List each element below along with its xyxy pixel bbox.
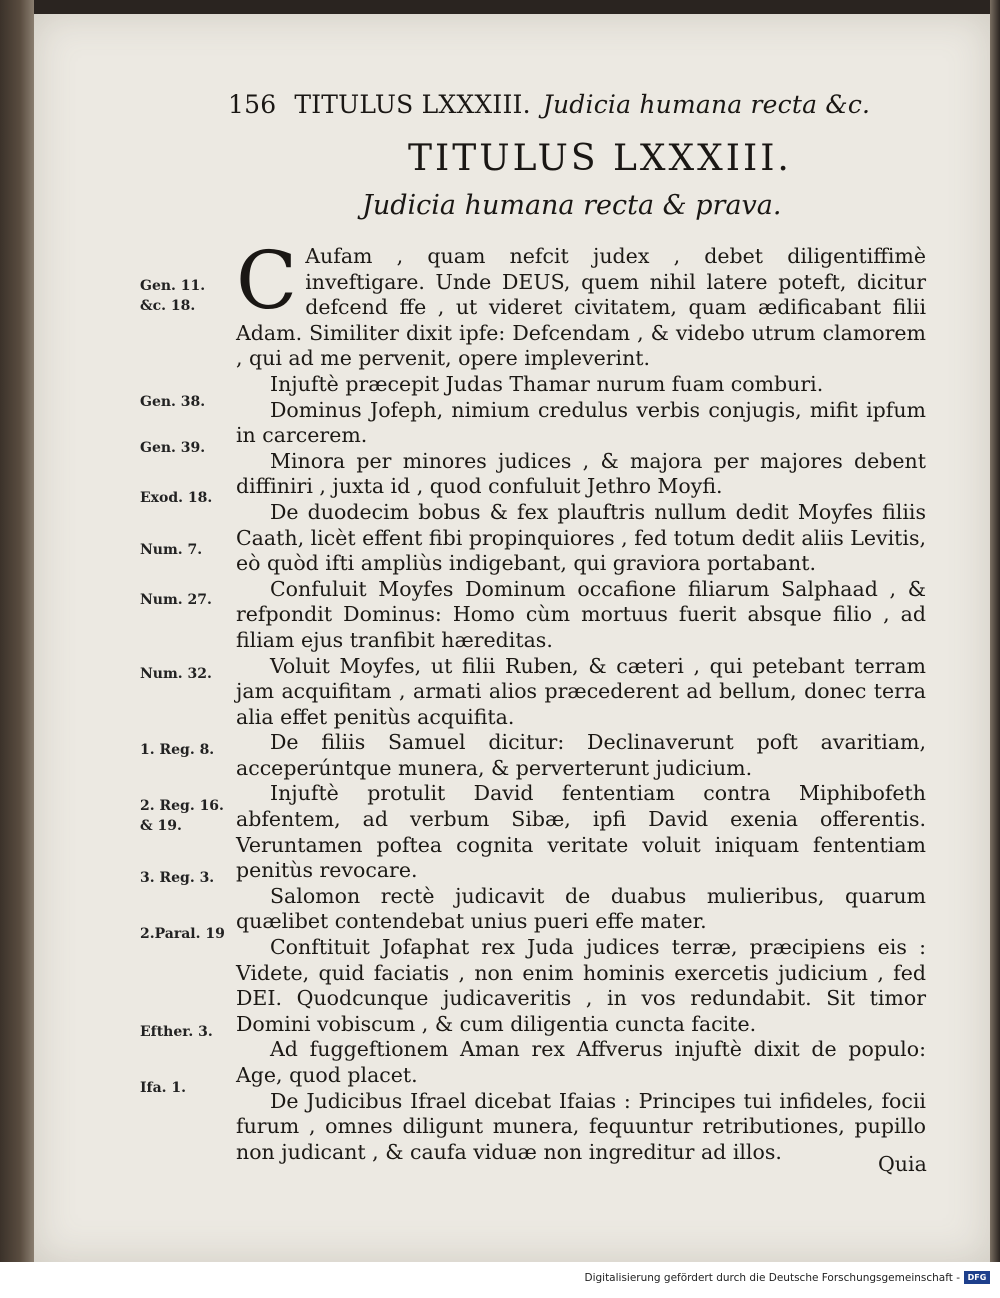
paragraph-1: C Aufam , quam nefcit judex , debet diligentiffimè inveftigare. Unde DEUS, quem nihil latere poteft, dicitur defcend ffe , ut videret civitatem, quam ædificabant filii Adam. Similiter dixit ipfe: Defcendam , & videbo utrum clamorem , qui ad me pervenit, opere impleverint. xyxy=(236,234,926,371)
sidenote-8: 1. Reg. 8. xyxy=(140,742,215,758)
paragraph-4: Minora per minores judices , & majora per majores debent diffiniri , juxta id , quod confuluit Jethro Moyfi. xyxy=(236,448,926,499)
paragraph-6: Confuluit Moyfes Dominum occafione filiarum Salphaad , & refpondit Dominus: Homo cùm mortuus fuerit absque filio , ad filiam ejus tranfibit hæreditas. xyxy=(236,576,926,652)
paragraph-10: Salomon rectè judicavit de duabus mulieribus, quarum quælibet contendebat unius pueri effe mater. xyxy=(236,883,926,934)
dfg-logo[interactable]: DFG xyxy=(964,1271,990,1284)
body-text xyxy=(236,234,926,1165)
catchword: Quia xyxy=(878,1152,927,1176)
running-head-subtitle: Judicia humana recta &c. xyxy=(542,90,871,119)
sidenote-1: Gen. 11. &c. 18. xyxy=(140,278,206,314)
chapter-title: TITULUS LXXXIII. xyxy=(408,138,792,179)
sidenote-7: Num. 32. xyxy=(140,666,212,682)
running-head xyxy=(228,90,878,119)
sidenote-10: 3. Reg. 3. xyxy=(140,870,215,886)
sidenote-2: Gen. 38. xyxy=(140,394,206,410)
chapter-subtitle: Judicia humana recta & prava. xyxy=(362,190,782,221)
paragraph-2: Injuftè præcepit Judas Thamar nurum fuam comburi. xyxy=(270,371,824,396)
sidenote-6: Num. 27. xyxy=(140,592,212,608)
paragraph-7: Voluit Moyfes, ut filii Ruben, & cæteri , qui petebant terram jam acquifitam , armati alios præcederent ad bellum, donec terra alia effet penitùs acquifita. xyxy=(236,653,926,729)
sidenote-9: 2. Reg. 16. & 19. xyxy=(140,798,224,834)
sidenote-11: 2.Paral. 19 xyxy=(140,926,225,942)
paragraph-9: Injuftè protulit David fententiam contra Miphibofeth abfentem, ad verbum Sibæ, ipfi David exenia offerentis. Veruntamen poftea cognita veritate voluit iniquam fententiam penitùs revocare. xyxy=(236,781,926,883)
paragraph-3: Dominus Jofeph, nimium credulus verbis conjugis, mifit ipfum in carcerem. xyxy=(236,397,926,448)
sidenote-13: Ifa. 1. xyxy=(140,1080,187,1096)
book-edge-left xyxy=(0,0,34,1262)
sidenote-3: Gen. 39. xyxy=(140,440,206,456)
paragraph-8: De filiis Samuel dicitur: Declinaverunt poft avaritiam, acceperúntque munera, & perverterunt judicium. xyxy=(236,730,926,780)
sidenote-12: Efther. 3. xyxy=(140,1024,213,1040)
sidenote-4: Exod. 18. xyxy=(140,490,213,506)
running-head-title: TITULUS LXXXIII. xyxy=(294,90,531,119)
paragraph-13: De Judicibus Ifrael dicebat Ifaias : Principes tui infideles, focii furum , omnes diligunt munera, fequuntur retributiones, pupillo non judicant , & caufa viduæ non ingreditur ad illos. xyxy=(236,1088,926,1164)
paragraph-12: Ad fuggeftionem Aman rex Affverus injuftè dixit de populo: Age, quod placet. xyxy=(236,1037,926,1087)
page-number: 156 xyxy=(228,90,277,119)
drop-cap: C xyxy=(236,234,298,327)
book-edge-right xyxy=(990,0,1000,1262)
sidenote-5: Num. 7. xyxy=(140,542,203,558)
footer-bar xyxy=(0,1262,1000,1298)
paragraph-5: De duodecim bobus & fex plauftris nullum dedit Moyfes filiis Caath, licèt effent fibi propinquiores , fed totum dedit aliis Levitis, eò quòd ifti ampliùs indigebant, qui graviora portabant. xyxy=(236,499,926,576)
paragraph-11: Conftituit Jofaphat rex Juda judices terræ, præcipiens eis : Videte, quid faciatis , non enim hominis exercetis judicium , fed DEI. Quodcunque judicaveritis , in vos redundabit. Sit timor Domini vobiscum , & cum diligentia cuncta facite. xyxy=(236,935,926,1036)
footer-credit: Digitalisierung gefördert durch die Deutsche Forschungsgemeinschaft - xyxy=(584,1272,960,1284)
